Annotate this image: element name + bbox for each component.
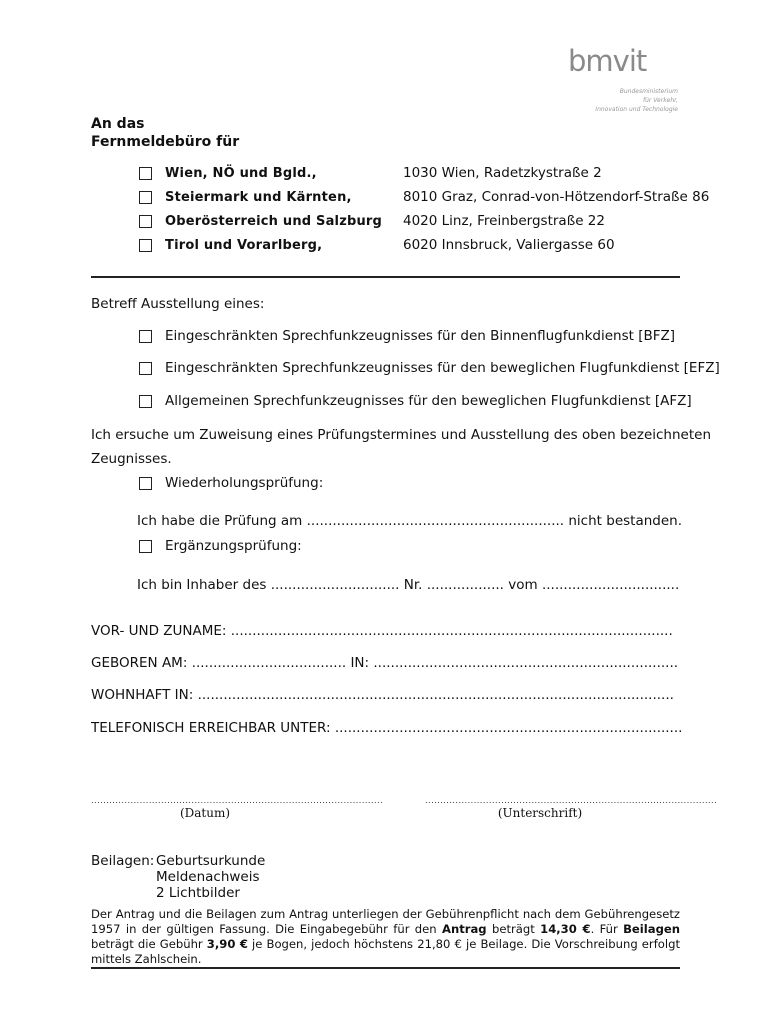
repeat-exam-checkbox[interactable] xyxy=(139,477,152,490)
supplement-exam-statement[interactable]: Ich bin Inhaber des .............................. Nr. .................. vom ................................ xyxy=(137,577,680,593)
logo-subtitle-1: Bundesministerium xyxy=(619,88,678,95)
certificate-checkbox-afz[interactable] xyxy=(139,395,152,408)
fee-note-beilagen-fee: 3,90 € xyxy=(206,937,248,951)
office-name-wien: Wien, NÖ und Bgld., xyxy=(165,166,317,181)
date-label: (Datum) xyxy=(179,806,231,820)
certificate-label-bfz: Eingeschränkten Sprechfunkzeugnisses für den Binnenflugfunkdienst [BFZ] xyxy=(165,328,676,344)
fee-note-beilagen: Beilagen xyxy=(623,922,680,936)
phone-field[interactable]: TELEFONISCH ERREICHBAR UNTER: ................................................................................. xyxy=(91,720,683,736)
divider-top xyxy=(91,276,680,278)
office-address-graz: 8010 Graz, Conrad-von-Hötzendorf-Straße 86 xyxy=(403,189,710,205)
office-checkbox-wien[interactable] xyxy=(139,167,152,180)
certificate-checkbox-efz[interactable] xyxy=(139,362,152,375)
fee-note-text: beträgt xyxy=(486,922,541,936)
fee-note xyxy=(91,907,680,967)
attachment-item: Geburtsurkunde xyxy=(156,853,266,869)
logo-brand: bmvit xyxy=(568,44,647,78)
bmvit-logo xyxy=(538,44,688,114)
supplement-exam-label: Ergänzungsprüfung: xyxy=(165,538,302,554)
date-line[interactable]: ................................................................................................ xyxy=(91,796,384,805)
supplement-exam-checkbox[interactable] xyxy=(139,540,152,553)
request-text-line-1: Ich ersuche um Zuweisung eines Prüfungstermines und Ausstellung des oben bezeichneten xyxy=(91,427,711,443)
fee-note-text: je Bogen, jedoch höchstens 21,80 € je Beilage. Die Vorschreibung erfolgt mittels Zahlschein. xyxy=(91,937,680,966)
certificate-label-efz: Eingeschränkten Sprechfunkzeugnisses für den beweglichen Flugfunkdienst [EFZ] xyxy=(165,360,720,376)
office-address-innsbruck: 6020 Innsbruck, Valiergasse 60 xyxy=(403,237,615,253)
fee-note-antrag: Antrag xyxy=(442,922,487,936)
address-line-1: An das xyxy=(91,116,145,132)
request-text-line-2: Zeugnisses. xyxy=(91,451,172,467)
name-field[interactable]: VOR- UND ZUNAME: ....................................................................................................... xyxy=(91,623,673,639)
certificate-label-afz: Allgemeinen Sprechfunkzeugnisses für den beweglichen Flugfunkdienst [AFZ] xyxy=(165,393,692,409)
fee-note-text: beträgt die Gebühr xyxy=(91,937,207,951)
office-checkbox-graz[interactable] xyxy=(139,191,152,204)
office-address-wien: 1030 Wien, Radetzkystraße 2 xyxy=(403,165,602,181)
office-name-linz: Oberösterreich und Salzburg xyxy=(165,214,383,229)
attachments-label: Beilagen: xyxy=(91,853,155,869)
office-address-linz: 4020 Linz, Freinbergstraße 22 xyxy=(403,213,605,229)
fee-note-antrag-fee: 14,30 € xyxy=(540,922,591,936)
signature-line[interactable]: ................................................................................................ xyxy=(425,796,718,805)
fee-note-text: . Für xyxy=(590,922,624,936)
residence-field[interactable]: WOHNHAFT IN: ............................................................................................................... xyxy=(91,687,674,703)
attachment-item: Meldenachweis xyxy=(156,869,260,885)
subject-label: Betreff Ausstellung eines: xyxy=(91,296,265,312)
logo-subtitle-3: Innovation und Technologie xyxy=(595,106,678,113)
address-line-2: Fernmeldebüro für xyxy=(91,134,240,150)
birth-field[interactable]: GEBOREN AM: .................................... IN: ....................................................................... xyxy=(91,655,679,671)
repeat-exam-statement[interactable]: Ich habe die Prüfung am ............................................................ nicht bestanden. xyxy=(137,513,683,529)
certificate-checkbox-bfz[interactable] xyxy=(139,330,152,343)
office-name-innsbruck: Tirol und Vorarlberg, xyxy=(165,238,323,253)
attachment-item: 2 Lichtbilder xyxy=(156,885,240,901)
signature-label: (Unterschrift) xyxy=(497,806,583,820)
repeat-exam-label: Wiederholungsprüfung: xyxy=(165,475,324,491)
logo-subtitle-2: für Verkehr, xyxy=(643,97,678,104)
divider-bottom xyxy=(91,967,680,969)
office-name-graz: Steiermark und Kärnten, xyxy=(165,190,352,205)
fee-note-text: Der Antrag und die Beilagen zum Antrag unterliegen der Gebührenpflicht nach dem Gebührengesetz 1957 in der gültigen Fassung. Die Eingabegebühr für den xyxy=(91,907,680,936)
office-checkbox-linz[interactable] xyxy=(139,215,152,228)
office-checkbox-innsbruck[interactable] xyxy=(139,239,152,252)
